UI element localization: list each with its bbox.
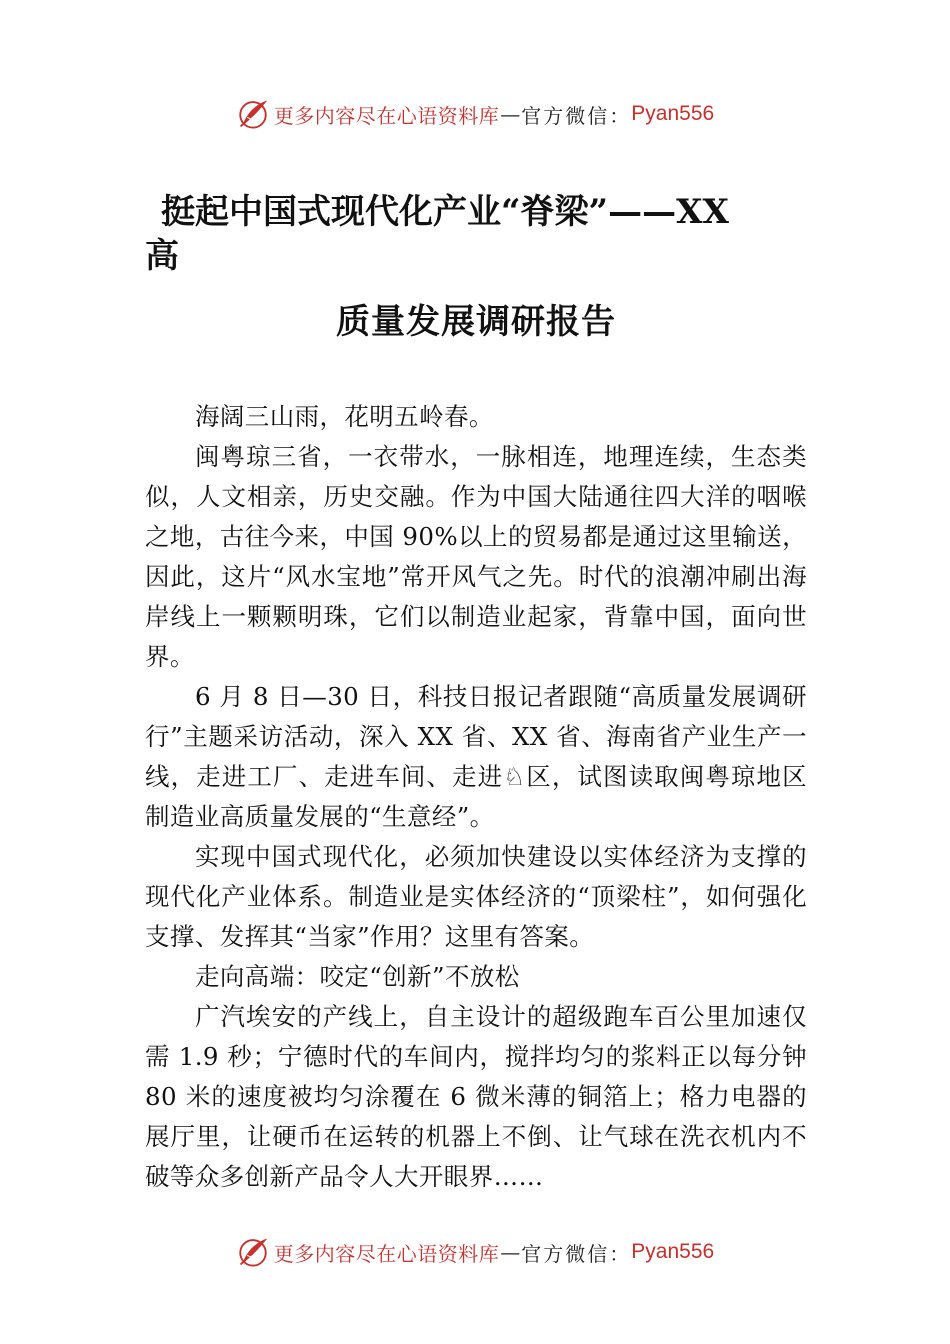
- watermark-separator: —: [500, 1240, 521, 1264]
- watermark-main-text: 更多内容尽在心语资料库: [273, 1241, 500, 1266]
- paragraph-4: 实现中国式现代化，必须加快建设以实体经济为支撑的现代化产业体系。制造业是实体经济的“顶梁柱”，如何强化支撑、发挥其“当家”作用？这里有答案。: [145, 842, 807, 951]
- paragraph-5: 广汽埃安的产线上，自主设计的超级跑车百公里加速仅需 1.9 秒；宁德时代的车间内，搅拌均匀的浆料正以每分钟 80 米的速度被均匀涂覆在 6 微米薄的铜箔上；格力电器的展厅里，让硬币在运转的机器上不倒、让气球在洗衣机内不破等众多创新产品令人大开眼界……: [145, 1002, 807, 1191]
- watermark-wechat-id: Pyan556: [631, 102, 715, 125]
- watermark-wechat-id: Pyan556: [631, 1240, 715, 1263]
- paragraph-2: 闽粤琼三省，一衣带水，一脉相连，地理连续，生态类似，人文相亲，历史交融。作为中国大陆通往四大洋的咽喉之地，古往今来，中国 90%以上的贸易都是通过这里输送，因此，这片“风水宝地”常开风气之先。时代的浪潮冲刷出海岸线上一颗颗明珠，它们以制造业起家，背靠中国，面向世界。: [145, 442, 807, 671]
- document-title: [145, 190, 807, 344]
- title-line-2: 高: [145, 236, 179, 276]
- watermark-separator: —: [500, 102, 521, 126]
- quill-logo-icon: [236, 1235, 270, 1269]
- watermark-wechat-label: 官方微信：: [521, 1241, 632, 1266]
- document-body: [145, 397, 807, 1197]
- watermark-wechat-label: 官方微信：: [521, 103, 632, 128]
- quill-logo-icon: [236, 97, 270, 131]
- paragraph-1: 海阔三山雨，花明五岭春。: [195, 402, 494, 431]
- title-line-1: 挺起中国式现代化产业“脊梁”——XX: [161, 192, 729, 232]
- footer-watermark: [0, 1232, 950, 1272]
- paragraph-3: 6 月 8 日—30 日，科技日报记者跟随“高质量发展调研行”主题采访活动，深入 XX 省、XX 省、海南省产业生产一线，走进工厂、走进车间、走进♘区，试图读取闽粤琼地区制造业高质量发展的“生意经”。: [145, 682, 807, 831]
- header-watermark: [0, 94, 950, 134]
- title-line-3: 质量发展调研报告: [336, 302, 616, 342]
- watermark-main-text: 更多内容尽在心语资料库: [273, 103, 500, 128]
- section-heading: 走向高端：咬定“创新”不放松: [195, 962, 520, 991]
